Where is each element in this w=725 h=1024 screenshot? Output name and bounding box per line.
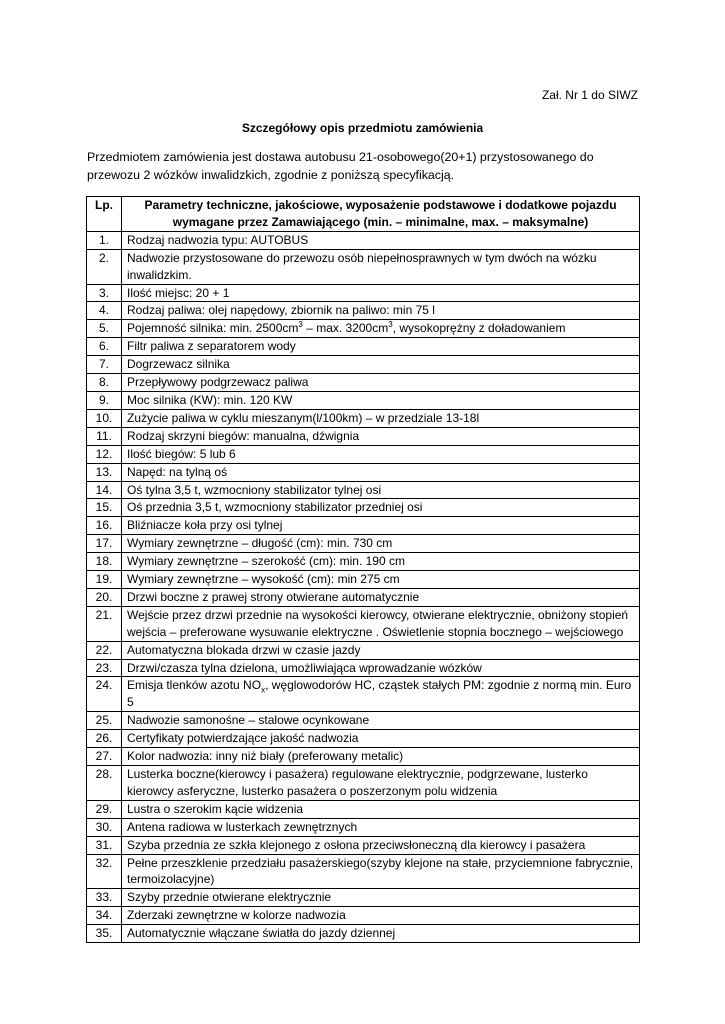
column-header-parameters: Parametry techniczne, jakościowe, wyposażenie podstawowe i dodatkowe pojazdu wymagane przez Zamawiającego (min. – minimalne, max. – maksymalne) xyxy=(122,197,640,232)
row-text: Automatyczna blokada drzwi w czasie jazdy xyxy=(122,641,640,659)
row-number: 17. xyxy=(87,535,122,553)
table-row xyxy=(87,374,640,392)
row-text: Szyby przednie otwierane elektrycznie xyxy=(122,889,640,907)
table-row xyxy=(87,409,640,427)
row-text: Kolor nadwozia: inny niż biały (preferowany metalic) xyxy=(122,748,640,766)
row-text: Pełne przeszklenie przedziału pasażerskiego(szyby klejone na stałe, przyciemnione fabrycznie, termoizolacyjne) xyxy=(122,854,640,889)
table-row xyxy=(87,748,640,766)
row-number: 12. xyxy=(87,445,122,463)
row-number: 20. xyxy=(87,588,122,606)
document-title: Szczegółowy opis przedmiotu zamówienia xyxy=(241,121,484,135)
row-text: Drzwi boczne z prawej strony otwierane automatycznie xyxy=(122,588,640,606)
row-number: 29. xyxy=(87,800,122,818)
row-text: Ilość biegów: 5 lub 6 xyxy=(122,445,640,463)
table-row xyxy=(87,766,640,801)
intro-paragraph: Przedmiotem zamówienia jest dostawa autobusu 21-osobowego(20+1) przystosowanego do przewozu 2 wózków inwalidzkich, zgodnie z poniższą specyfikacją. xyxy=(87,150,594,182)
row-text: Wymiary zewnętrzne – wysokość (cm): min 275 cm xyxy=(122,571,640,589)
row-number: 2. xyxy=(87,249,122,284)
row-number: 30. xyxy=(87,818,122,836)
row-text: Napęd: na tylną oś xyxy=(122,463,640,481)
row-text: Ilość miejsc: 20 + 1 xyxy=(122,284,640,302)
table-row xyxy=(87,249,640,284)
row-number: 31. xyxy=(87,836,122,854)
row-number: 32. xyxy=(87,854,122,889)
table-row xyxy=(87,427,640,445)
table-row xyxy=(87,730,640,748)
row-text: Wymiary zewnętrzne – szerokość (cm): min. 190 cm xyxy=(122,553,640,571)
row-number: 9. xyxy=(87,391,122,409)
table-row xyxy=(87,854,640,889)
table-row xyxy=(87,553,640,571)
row-number: 3. xyxy=(87,284,122,302)
row-number: 16. xyxy=(87,517,122,535)
table-row xyxy=(87,481,640,499)
table-row xyxy=(87,391,640,409)
row-number: 1. xyxy=(87,231,122,249)
column-header-lp: Lp. xyxy=(87,197,122,232)
row-text: Oś tylna 3,5 t, wzmocniony stabilizator tylnej osi xyxy=(122,481,640,499)
row-number: 24. xyxy=(87,677,122,712)
row-number: 23. xyxy=(87,659,122,677)
row-text: Zużycie paliwa w cyklu mieszanym(l/100km) – w przedziale 13-18l xyxy=(122,409,640,427)
row-number: 15. xyxy=(87,499,122,517)
table-row xyxy=(87,517,640,535)
row-text: Wymiary zewnętrzne – długość (cm): min. 730 cm xyxy=(122,535,640,553)
table-row xyxy=(87,907,640,925)
row-number: 19. xyxy=(87,571,122,589)
row-text-part: 3 xyxy=(388,320,393,330)
row-number: 34. xyxy=(87,907,122,925)
table-row xyxy=(87,356,640,374)
table-row xyxy=(87,302,640,320)
table-row xyxy=(87,588,640,606)
row-text: Filtr paliwa z separatorem wody xyxy=(122,338,640,356)
table-row xyxy=(87,677,640,712)
row-text-part: , wysokoprężny z doładowaniem xyxy=(392,321,566,336)
row-text: Zderzaki zewnętrzne w kolorze nadwozia xyxy=(122,907,640,925)
row-text: Drzwi/czasza tylna dzielona, umożliwiająca wprowadzanie wózków xyxy=(122,659,640,677)
table-row xyxy=(87,925,640,943)
row-text: Nadwozie przystosowane do przewozu osób niepełnosprawnych w tym dwóch na wózku inwalidzkim. xyxy=(122,249,640,284)
row-text: Szyba przednia ze szkła klejonego z osłona przeciwsłoneczną dla kierowcy i pasażera xyxy=(122,836,640,854)
row-number: 28. xyxy=(87,766,122,801)
table-body xyxy=(87,231,640,942)
table-row xyxy=(87,445,640,463)
table-row xyxy=(87,659,640,677)
row-text: Wejście przez drzwi przednie na wysokości kierowcy, otwierane elektrycznie, obniżony stopień wejścia – preferowane wysuwanie elektryczne . Oświetlenie stopnia bocznego – wejściowego xyxy=(122,606,640,641)
row-number: 25. xyxy=(87,712,122,730)
row-number: 6. xyxy=(87,338,122,356)
row-number: 26. xyxy=(87,730,122,748)
row-number: 13. xyxy=(87,463,122,481)
row-text-part: Pojemność silnika: min. 2500cm xyxy=(127,321,299,336)
row-text-part: , węglowodorów HC, cząstek stałych PM: zgodnie z normą min. Euro 5 xyxy=(127,678,632,710)
table-row xyxy=(87,535,640,553)
row-number: 10. xyxy=(87,409,122,427)
table-row xyxy=(87,499,640,517)
row-text: Rodzaj paliwa: olej napędowy, zbiornik na paliwo: min 75 l xyxy=(122,302,640,320)
row-number: 27. xyxy=(87,748,122,766)
table-row xyxy=(87,284,640,302)
table-row xyxy=(87,571,640,589)
table-row xyxy=(87,231,640,249)
table-row xyxy=(87,889,640,907)
table-row xyxy=(87,606,640,641)
table-row xyxy=(87,320,640,338)
attachment-label: Zał. Nr 1 do SIWZ xyxy=(541,88,638,102)
row-text: Certyfikaty potwierdzające jakość nadwozia xyxy=(122,730,640,748)
table-row xyxy=(87,800,640,818)
row-text: Moc silnika (KW): min. 120 KW xyxy=(122,391,640,409)
table-row xyxy=(87,641,640,659)
row-number: 11. xyxy=(87,427,122,445)
row-number: 5. xyxy=(87,320,122,338)
row-text: Oś przednia 3,5 t, wzmocniony stabilizator przedniej osi xyxy=(122,499,640,517)
row-number: 22. xyxy=(87,641,122,659)
row-text: Lusterka boczne(kierowcy i pasażera) regulowane elektrycznie, podgrzewane, lusterko kierowcy asferyczne, lusterko pasażera o poszerzonym polu widzenia xyxy=(122,766,640,801)
table-row xyxy=(87,463,640,481)
row-number: 14. xyxy=(87,481,122,499)
row-text: Automatycznie włączane światła do jazdy dziennej xyxy=(122,925,640,943)
row-text-part: 3 xyxy=(298,320,303,330)
row-number: 33. xyxy=(87,889,122,907)
row-text: Rodzaj skrzyni biegów: manualna, dźwignia xyxy=(122,427,640,445)
row-number: 7. xyxy=(87,356,122,374)
row-number: 21. xyxy=(87,606,122,641)
table-row xyxy=(87,338,640,356)
row-text-part: Emisja tlenków azotu NO xyxy=(127,678,262,693)
table-row xyxy=(87,836,640,854)
row-text: Lustra o szerokim kącie widzenia xyxy=(122,800,640,818)
row-text xyxy=(122,677,640,712)
row-number: 8. xyxy=(87,374,122,392)
specification-table xyxy=(86,196,640,943)
row-text-part: x xyxy=(261,685,266,695)
table-row xyxy=(87,712,640,730)
row-text: Bliźniacze koła przy osi tylnej xyxy=(122,517,640,535)
row-number: 18. xyxy=(87,553,122,571)
row-text: Rodzaj nadwozia typu: AUTOBUS xyxy=(122,231,640,249)
row-text: Dogrzewacz silnika xyxy=(122,356,640,374)
row-text xyxy=(122,320,640,338)
row-text-part: – max. 3200cm xyxy=(302,321,389,336)
table-row xyxy=(87,818,640,836)
row-text: Antena radiowa w lusterkach zewnętrznych xyxy=(122,818,640,836)
row-number: 35. xyxy=(87,925,122,943)
row-number: 4. xyxy=(87,302,122,320)
row-text: Nadwozie samonośne – stalowe ocynkowane xyxy=(122,712,640,730)
table-header-row xyxy=(87,197,640,232)
row-text: Przepływowy podgrzewacz paliwa xyxy=(122,374,640,392)
